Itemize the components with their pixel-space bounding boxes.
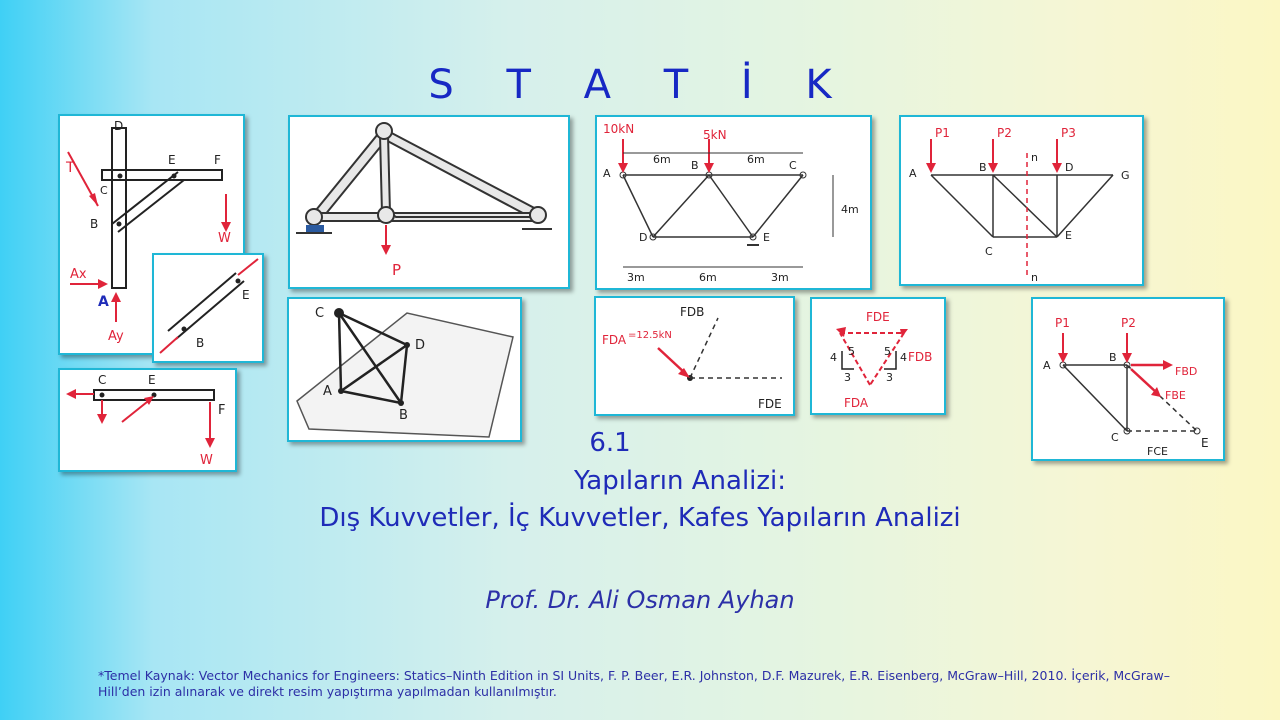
label-p1: P1 (1055, 316, 1070, 330)
footnote: *Temel Kaynak: Vector Mechanics for Engineers: Statics–Ninth Edition in SI Units, F. P. Beer, E.R. Johnston, D.F. Mazurek, E.R. Eisenberg, McGraw–Hill, 2010. İçerik, McGraw–Hill’den izin alınarak ve direkt resim yapıştırma yapılmadan kullanılmıştır. (98, 668, 1171, 699)
label-p2: P2 (997, 126, 1012, 140)
heading-line-1: Yapıların Analizi: (573, 466, 787, 496)
label-5b: 5 (884, 345, 891, 358)
label-p1: P1 (935, 126, 950, 140)
label-a: A (909, 167, 917, 180)
member-ce-drawing (60, 370, 235, 470)
label-b: B (691, 159, 699, 172)
slide-title: S T A T İ K (428, 62, 852, 108)
label-e: E (1201, 436, 1209, 450)
member-be-drawing (154, 255, 262, 361)
label-fde: FDE (866, 310, 890, 324)
bridge-truss-drawing (597, 117, 870, 288)
section-fbd-drawing (1033, 299, 1223, 459)
label-n-top: n (1031, 151, 1038, 164)
label-fbd: FBD (1175, 365, 1198, 378)
label-a: A (603, 167, 611, 180)
label-span2: 6m (747, 153, 765, 166)
heading-line-2: Dış Kuvvetler, İç Kuvvetler, Kafes Yapıların Analizi (319, 503, 961, 533)
label-3b: 3 (886, 371, 893, 384)
label-b: B (979, 161, 987, 174)
section-truss-drawing (901, 117, 1142, 284)
label-a: A (323, 384, 332, 399)
label-e: E (763, 231, 770, 244)
label-fda-value: =12.5kN (628, 330, 672, 341)
label-b: B (1109, 351, 1117, 364)
label-fbe: FBE (1165, 389, 1186, 402)
label-f: F (218, 403, 226, 418)
label-c: C (100, 184, 108, 197)
label-e: E (242, 288, 250, 302)
space-truss-diagram (287, 297, 522, 442)
roof-truss-drawing (290, 117, 568, 287)
label-ax: Ax (70, 267, 87, 282)
label-e: E (168, 153, 176, 167)
label-dim1: 3m (627, 271, 645, 284)
label-4a: 4 (830, 351, 837, 364)
label-n-bottom: n (1031, 271, 1038, 284)
label-fdb: FDB (908, 350, 933, 364)
label-load1: 10kN (603, 122, 635, 136)
force-triangle-drawing (812, 299, 944, 413)
section-number: 6.1 (589, 428, 631, 458)
joint-fbd-drawing (596, 298, 793, 414)
label-d: D (639, 231, 648, 244)
member-be-diagram (152, 253, 264, 363)
label-f: F (214, 153, 221, 167)
author: Prof. Dr. Ali Osman Ayhan (485, 586, 795, 614)
label-p2: P2 (1121, 316, 1136, 330)
label-c: C (315, 306, 325, 321)
force-triangle-diagram (810, 297, 946, 415)
label-b: B (399, 408, 408, 423)
label-c: C (985, 245, 993, 258)
label-p: P (392, 261, 402, 279)
label-span1: 6m (653, 153, 671, 166)
space-truss-drawing (289, 299, 520, 440)
label-height: 4m (841, 203, 859, 216)
roof-truss-diagram (288, 115, 570, 289)
member-ce-diagram (58, 368, 237, 472)
label-c: C (98, 373, 107, 387)
label-e: E (148, 373, 156, 387)
label-fda: FDA (844, 396, 869, 410)
label-a: A (1043, 359, 1051, 372)
label-5a: 5 (848, 345, 855, 358)
label-b: B (90, 217, 99, 231)
label-d: D (114, 119, 124, 133)
label-dim3: 3m (771, 271, 789, 284)
label-c: C (789, 159, 797, 172)
label-fda: FDA (602, 333, 627, 347)
label-b: B (196, 336, 205, 350)
label-ay: Ay (108, 329, 124, 344)
label-dim2: 6m (699, 271, 717, 284)
section-fbd-diagram (1031, 297, 1225, 461)
label-3a: 3 (844, 371, 851, 384)
label-c: C (1111, 431, 1119, 444)
label-fce: FCE (1147, 445, 1168, 458)
label-w: W (218, 231, 231, 246)
section-truss-diagram (899, 115, 1144, 286)
label-e: E (1065, 229, 1072, 242)
label-a: A (98, 294, 109, 310)
label-p3: P3 (1061, 126, 1076, 140)
label-w: W (200, 453, 213, 468)
bridge-truss-diagram (595, 115, 872, 290)
label-fdb: FDB (680, 305, 705, 319)
label-4b: 4 (900, 351, 907, 364)
label-fde: FDE (758, 397, 782, 411)
joint-fbd-diagram (594, 296, 795, 416)
label-d: D (415, 338, 426, 353)
label-t: T (66, 160, 75, 176)
label-d: D (1065, 161, 1074, 174)
label-load2: 5kN (703, 128, 727, 142)
label-g: G (1121, 169, 1130, 182)
